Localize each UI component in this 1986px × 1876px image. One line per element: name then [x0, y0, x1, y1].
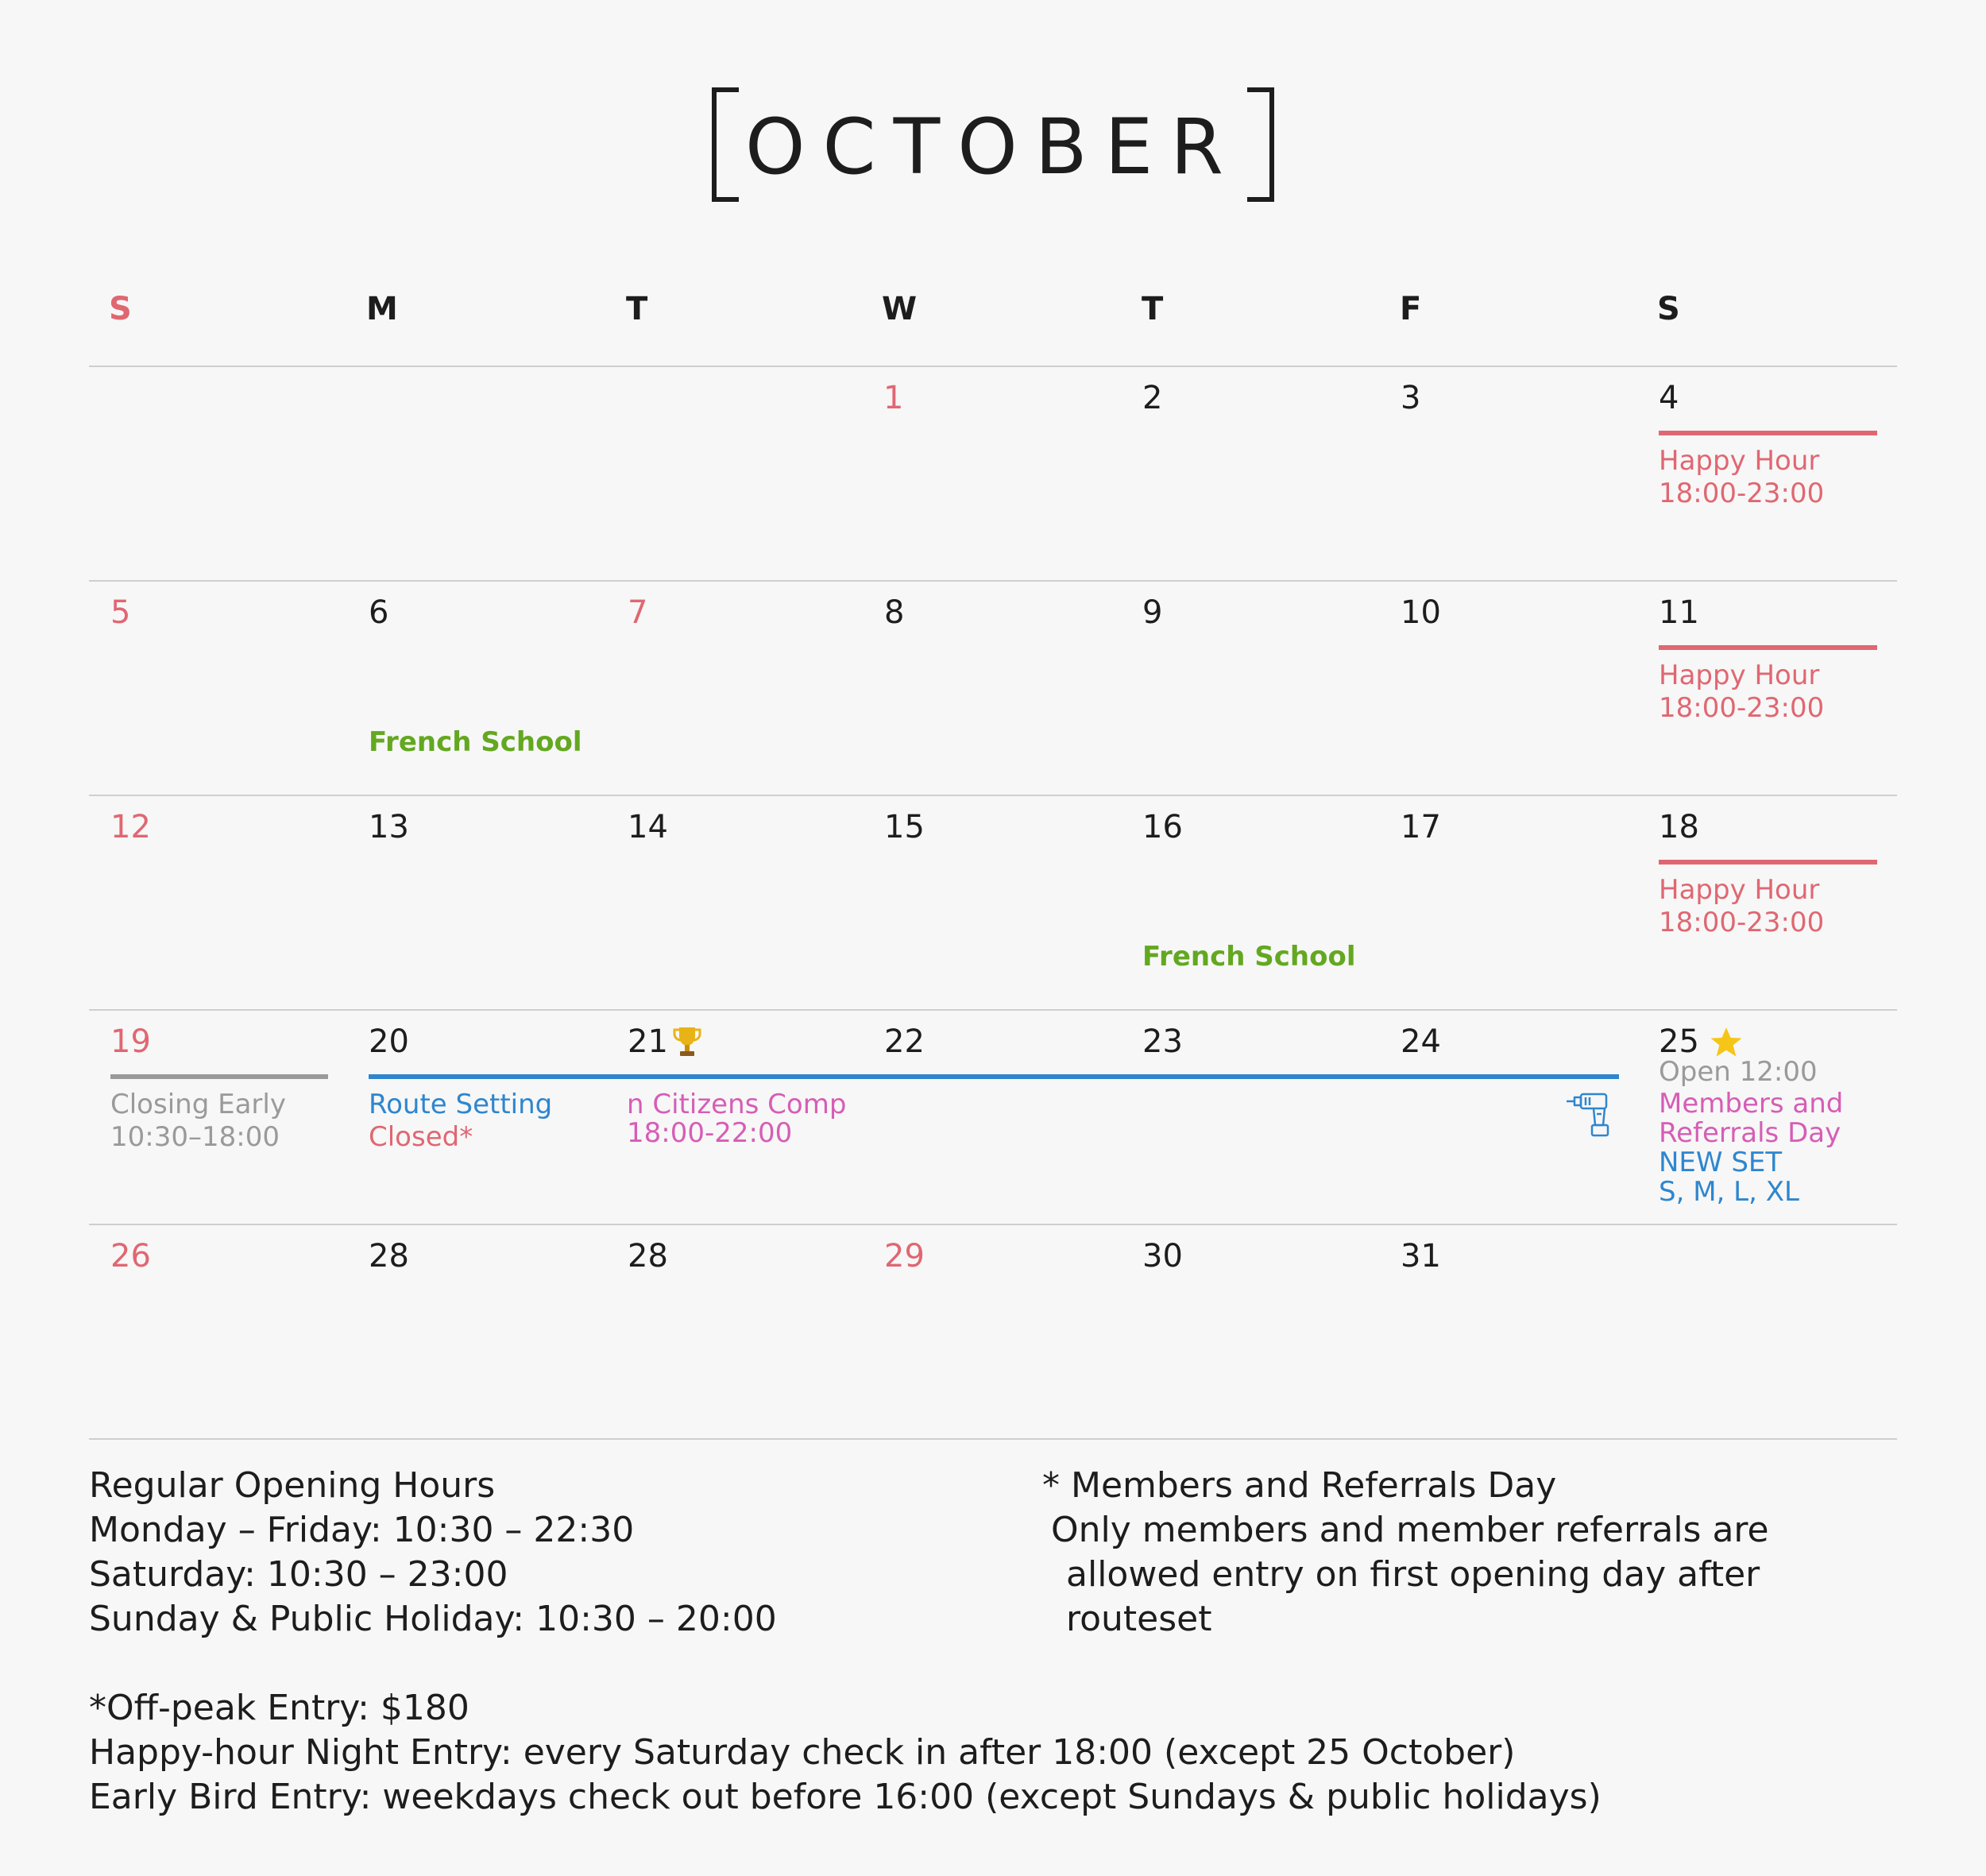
day-cell-9[interactable]: 9: [1142, 594, 1163, 631]
happy-hour-time: 18:00-23:00: [1659, 478, 1825, 509]
members-note-line2: allowed entry on first opening day after: [1066, 1554, 1760, 1595]
members-note-line3: routeset: [1066, 1599, 1212, 1639]
weekday-wednesday: W: [882, 291, 918, 327]
closing-early-time: 10:30–18:00: [110, 1121, 280, 1153]
day-cell-22[interactable]: 22: [884, 1023, 925, 1060]
hours-saturday: Saturday: 10:30 – 23:00: [89, 1554, 508, 1595]
day-cell-14[interactable]: 14: [628, 809, 668, 845]
offpeak-early-bird: Early Bird Entry: weekdays check out before 16:00 (except Sundays & public holidays): [89, 1777, 1602, 1817]
trophy-icon: [672, 1025, 702, 1058]
happy-hour-bar: [1659, 860, 1877, 865]
weekday-monday: M: [366, 291, 398, 327]
new-set-label: NEW SET: [1659, 1147, 1783, 1178]
members-day-line1: Members and: [1659, 1088, 1844, 1120]
day-cell-27[interactable]: 28: [369, 1238, 409, 1275]
row-divider: [89, 1438, 1897, 1440]
day-cell-30[interactable]: 30: [1142, 1238, 1183, 1275]
day-cell-15[interactable]: 15: [884, 809, 925, 845]
hours-title: Regular Opening Hours: [89, 1465, 496, 1506]
closing-early-bar: [110, 1074, 328, 1079]
day-cell-2[interactable]: 2: [1142, 380, 1163, 416]
month-header: [0, 87, 1986, 207]
day-cell-12[interactable]: 12: [110, 809, 151, 845]
row-divider: [89, 1009, 1897, 1011]
members-note-title: * Members and Referrals Day: [1042, 1465, 1557, 1506]
weekday-sunday: S: [109, 291, 132, 327]
hours-sunday: Sunday & Public Holiday: 10:30 – 20:00: [89, 1599, 777, 1639]
day-cell-20[interactable]: 20: [369, 1023, 409, 1060]
day-cell-1[interactable]: 1: [883, 380, 904, 416]
happy-hour-bar: [1659, 431, 1877, 435]
day-cell-26[interactable]: 26: [110, 1238, 151, 1275]
day-cell-13[interactable]: 13: [369, 809, 409, 845]
happy-hour-title: Happy Hour: [1659, 445, 1820, 477]
month-title: [712, 87, 1274, 207]
weekday-thursday: T: [1142, 291, 1164, 327]
route-setting-title: Route Setting: [369, 1089, 553, 1120]
new-set-sizes: S, M, L, XL: [1659, 1176, 1799, 1208]
day-cell-3[interactable]: 3: [1401, 380, 1421, 416]
day-cell-31[interactable]: 31: [1401, 1238, 1441, 1275]
day-cell-29[interactable]: 29: [884, 1238, 925, 1275]
day-cell-25[interactable]: 25: [1659, 1023, 1699, 1060]
day-cell-18[interactable]: 18: [1659, 809, 1699, 845]
day-cell-10[interactable]: 10: [1401, 594, 1441, 631]
left-bracket: [712, 87, 739, 202]
closing-early-title: Closing Early: [110, 1089, 286, 1120]
day-cell-24[interactable]: 24: [1401, 1023, 1441, 1060]
happy-hour-bar: [1659, 645, 1877, 650]
day-cell-17[interactable]: 17: [1401, 809, 1441, 845]
month-title-text: OCTOBER: [744, 103, 1241, 191]
open-time: Open 12:00: [1659, 1056, 1818, 1088]
row-divider: [89, 580, 1897, 582]
happy-hour-time: 18:00-23:00: [1659, 692, 1825, 724]
weekday-friday: F: [1400, 291, 1422, 327]
day-cell-8[interactable]: 8: [884, 594, 905, 631]
weekday-saturday: S: [1657, 291, 1680, 327]
members-day-line2: Referrals Day: [1659, 1117, 1841, 1149]
day-cell-21[interactable]: 21: [628, 1023, 668, 1060]
day-cell-7[interactable]: 7: [628, 594, 648, 631]
citizens-comp-title: n Citizens Comp: [627, 1089, 847, 1120]
day-cell-11[interactable]: 11: [1659, 594, 1699, 631]
day-cell-5[interactable]: 5: [110, 594, 131, 631]
happy-hour-title: Happy Hour: [1659, 874, 1820, 906]
members-note-line1: Only members and member referrals are: [1051, 1510, 1769, 1550]
route-setting-closed: Closed*: [369, 1121, 473, 1153]
french-school-event: French School: [1142, 941, 1356, 973]
drill-icon: [1565, 1090, 1614, 1138]
route-setting-bar: [369, 1074, 1619, 1079]
day-cell-6[interactable]: 6: [369, 594, 389, 631]
right-bracket: [1247, 87, 1274, 202]
citizens-comp-time: 18:00-22:00: [627, 1117, 793, 1149]
offpeak-title: *Off-peak Entry: $180: [89, 1688, 469, 1728]
day-cell-19[interactable]: 19: [110, 1023, 151, 1060]
french-school-event: French School: [369, 726, 582, 758]
row-divider: [89, 795, 1897, 796]
star-icon: [1710, 1027, 1743, 1058]
happy-hour-time: 18:00-23:00: [1659, 907, 1825, 938]
offpeak-happy-hour: Happy-hour Night Entry: every Saturday check in after 18:00 (except 25 October): [89, 1732, 1516, 1773]
day-cell-4[interactable]: 4: [1659, 380, 1679, 416]
day-cell-28[interactable]: 28: [628, 1238, 668, 1275]
weekday-tuesday: T: [626, 291, 648, 327]
hours-weekday: Monday – Friday: 10:30 – 22:30: [89, 1510, 635, 1550]
happy-hour-title: Happy Hour: [1659, 660, 1820, 691]
day-cell-16[interactable]: 16: [1142, 809, 1183, 845]
row-divider: [89, 1224, 1897, 1225]
row-divider: [89, 366, 1897, 367]
day-cell-23[interactable]: 23: [1142, 1023, 1183, 1060]
